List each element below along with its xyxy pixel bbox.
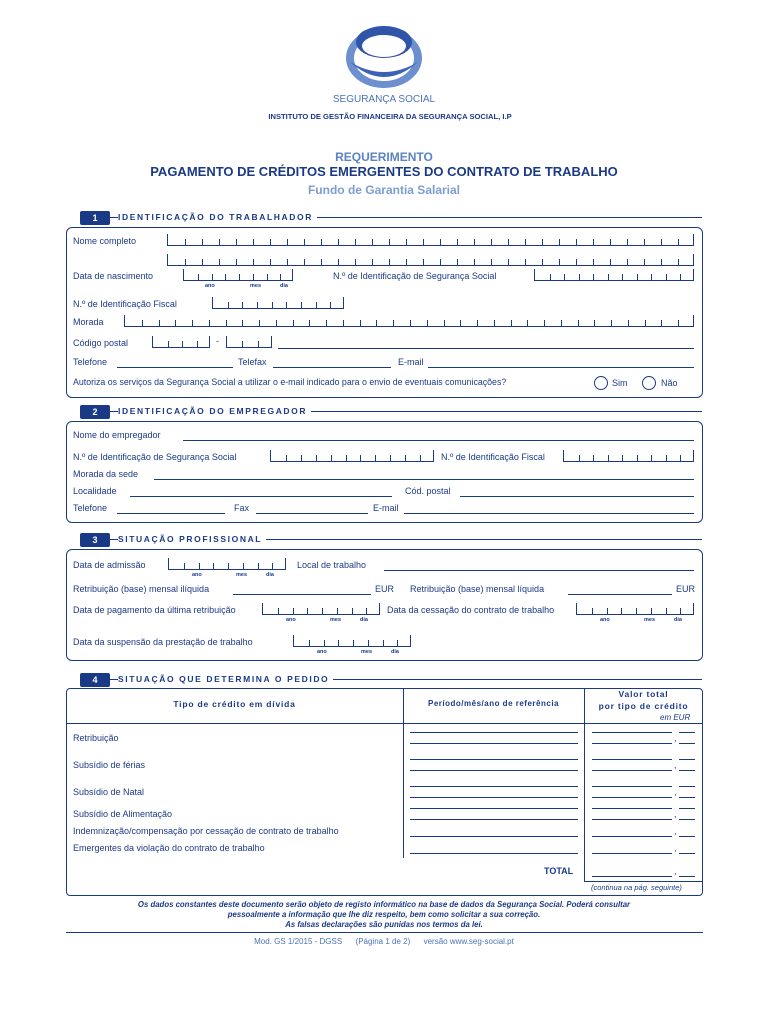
telefax-field[interactable] (273, 367, 391, 368)
valor-integer-field[interactable] (592, 836, 672, 837)
niss-label: N.º de Identificação de Segurança Social (333, 271, 497, 281)
date-dia: dia (280, 283, 288, 289)
valor-integer-upper[interactable] (592, 808, 672, 809)
date-ano: ano (600, 617, 610, 623)
empregador-niss-label: N.º de Identificação de Segurança Social (73, 452, 237, 462)
date-mes: mes (250, 283, 262, 289)
section-title: SITUAÇÃO PROFISSIONAL (118, 534, 266, 544)
postal-separator: - (216, 336, 219, 346)
periodo-field[interactable] (410, 770, 578, 771)
date-dia: dia (360, 617, 368, 623)
periodo-field[interactable] (410, 819, 578, 820)
suspensao-label: Data da suspensão da prestação de trabalho (73, 637, 253, 647)
valor-integer-field[interactable] (592, 819, 672, 820)
empregador-nif-label: N.º de Identificação Fiscal (441, 452, 545, 462)
telefone-label: Telefone (73, 357, 108, 367)
postal-field-1[interactable] (152, 336, 210, 348)
valor-integer-field[interactable] (592, 770, 672, 771)
cessacao-field[interactable] (576, 603, 694, 615)
local-label: Local de trabalho (297, 560, 367, 570)
valor-comma: , (674, 787, 677, 797)
nao-radio[interactable] (642, 376, 656, 390)
email-field[interactable] (428, 367, 694, 368)
morada-label: Morada (73, 317, 104, 327)
periodo-field-upper[interactable] (410, 808, 578, 809)
empregador-morada-field[interactable] (154, 479, 694, 480)
section-number: 2 (80, 405, 110, 419)
footer-note-2: pessoalmente a informação que lhe diz respeito, bem como solicitar a sua correção. (227, 910, 541, 919)
valor-integer-upper[interactable] (592, 759, 672, 760)
empregador-nif-field[interactable] (563, 450, 694, 462)
empregador-postal-label: Cód. postal (405, 486, 451, 496)
niss-field[interactable] (534, 269, 694, 281)
pagamento-field[interactable] (262, 603, 380, 615)
section-title: IDENTIFICAÇÃO DO TRABALHADOR (118, 212, 317, 222)
institute-name: INSTITUTO DE GESTÃO FINANCEIRA DA SEGURANÇA SOCIAL, I.P (268, 112, 512, 121)
valor-comma: , (674, 843, 677, 853)
ret-liquida-field[interactable] (568, 594, 672, 595)
section-number: 1 (80, 211, 110, 225)
ret-liquida-label: Retribuição (base) mensal líquida (410, 584, 545, 594)
empregador-nome-label: Nome do empregador (73, 430, 161, 440)
section-1-header (80, 211, 702, 225)
empregador-nome-field[interactable] (183, 440, 694, 441)
empregador-fax-field[interactable] (256, 513, 368, 514)
valor-integer-upper[interactable] (592, 786, 672, 787)
email-label: E-mail (398, 357, 424, 367)
nome-field-2[interactable] (167, 254, 694, 266)
admissao-field[interactable] (168, 558, 286, 570)
date-ano: ano (192, 572, 202, 578)
date-ano: ano (286, 617, 296, 623)
valor-integer-field[interactable] (592, 853, 672, 854)
eur-label-2: EUR (676, 584, 696, 594)
date-dia: dia (674, 617, 682, 623)
periodo-field[interactable] (410, 853, 578, 854)
periodo-field-upper[interactable] (410, 759, 578, 760)
nascimento-label: Data de nascimento (73, 271, 154, 281)
nome-field-1[interactable] (167, 234, 694, 246)
valor-decimal-field[interactable] (679, 743, 695, 744)
local-field[interactable] (384, 570, 694, 571)
valor-integer-upper[interactable] (592, 732, 672, 733)
valor-decimal-upper[interactable] (679, 808, 695, 809)
date-ano: ano (205, 283, 215, 289)
valor-integer-field[interactable] (592, 743, 672, 744)
sim-label: Sim (612, 378, 628, 388)
table-header-divider (66, 723, 703, 724)
site-link[interactable]: versão www.seg-social.pt (423, 937, 514, 946)
col-tipo-credito: Tipo de crédito em dívida (173, 699, 296, 709)
footer-note-3: As falsas declarações são punidas nos termos da lei. (285, 920, 483, 929)
footer-note-1: Os dados constantes deste documento serão objeto de registo informático na base de dados da Segurança Social. Poderá consultar (137, 900, 631, 909)
total-label: TOTAL (544, 866, 574, 876)
localidade-label: Localidade (73, 486, 117, 496)
periodo-field[interactable] (410, 836, 578, 837)
footer-rule (66, 932, 703, 933)
valor-decimal-field[interactable] (679, 770, 695, 771)
valor-decimal-field[interactable] (679, 836, 695, 837)
empregador-niss-field[interactable] (270, 450, 434, 462)
nif-field[interactable] (212, 297, 344, 309)
valor-decimal-upper[interactable] (679, 732, 695, 733)
valor-integer-field[interactable] (592, 797, 672, 798)
admissao-label: Data de admissão (73, 560, 146, 570)
valor-comma: , (674, 760, 677, 770)
section-4-box (66, 688, 703, 896)
sim-radio[interactable] (594, 376, 608, 390)
date-dia: dia (391, 649, 399, 655)
col-em-eur: em EUR (660, 713, 691, 722)
empregador-email-field[interactable] (404, 513, 694, 514)
section-title: SITUAÇÃO QUE DETERMINA O PEDIDO (118, 674, 333, 684)
empregador-morada-label: Morada da sede (73, 469, 139, 479)
nome-label: Nome completo (73, 236, 137, 246)
valor-decimal-field[interactable] (679, 853, 695, 854)
telefone-field[interactable] (117, 367, 233, 368)
date-ano: ano (317, 649, 327, 655)
empregador-telefone-label: Telefone (73, 503, 108, 513)
date-dia: dia (266, 572, 274, 578)
form-subtitle: Fundo de Garantia Salarial (307, 183, 461, 197)
telefax-label: Telefax (238, 357, 267, 367)
total-integer-field[interactable] (592, 876, 672, 877)
valor-decimal-field[interactable] (679, 797, 695, 798)
brand-name: SEGURANÇA SOCIAL (332, 94, 436, 105)
postal-localidade-line[interactable] (278, 348, 694, 349)
valor-comma: , (674, 809, 677, 819)
periodo-field-upper[interactable] (410, 786, 578, 787)
periodo-field-upper[interactable] (410, 732, 578, 733)
credit-row-label: Subsídio de Natal (73, 787, 145, 797)
valor-decimal-field[interactable] (679, 819, 695, 820)
footer-mod (0, 937, 768, 946)
nao-label: Não (661, 378, 678, 388)
col-por-tipo: por tipo de crédito (598, 701, 689, 711)
date-mes: mes (236, 572, 248, 578)
credit-row-label: Indemnização/compensação por cessação de contrato de trabalho (73, 826, 339, 836)
total-comma: , (674, 866, 677, 876)
suspensao-field[interactable] (293, 635, 411, 647)
valor-comma: , (674, 733, 677, 743)
section-3-header (80, 533, 702, 547)
credit-row-label: Emergentes da violação do contrato de trabalho (73, 843, 265, 853)
date-mes: mes (330, 617, 342, 623)
localidade-field[interactable] (130, 496, 392, 497)
total-divider (584, 881, 703, 882)
valor-decimal-upper[interactable] (679, 786, 695, 787)
section-1-box (66, 227, 703, 398)
mod-code: Mod. GS 1/2015 - DGSS (254, 937, 343, 946)
credit-row-label: Retribuição (73, 733, 119, 743)
empregador-fax-label: Fax (234, 503, 250, 513)
ret-iliquida-field[interactable] (233, 594, 371, 595)
page-number: (Página 1 de 2) (355, 937, 411, 946)
table-col-divider-1 (403, 688, 404, 858)
credit-row-label: Subsídio de Alimentação (73, 809, 173, 819)
section-2-header (80, 405, 702, 419)
postal-label: Código postal (73, 338, 129, 348)
empregador-telefone-field[interactable] (117, 513, 225, 514)
form-kind: REQUERIMENTO (335, 150, 433, 164)
cessacao-label: Data da cessação do contrato de trabalho (387, 605, 555, 615)
section-number: 4 (80, 673, 110, 687)
nascimento-field[interactable] (183, 269, 293, 281)
form-title: PAGAMENTO DE CRÉDITOS EMERGENTES DO CONTRATO DE TRABALHO (150, 164, 618, 179)
section-4-header (80, 673, 702, 687)
valor-decimal-upper[interactable] (679, 759, 695, 760)
eur-label-1: EUR (375, 584, 395, 594)
date-mes: mes (644, 617, 656, 623)
col-periodo: Período/mês/ano de referência (428, 699, 559, 708)
nif-label: N.º de Identificação Fiscal (73, 299, 177, 309)
postal-field-2[interactable] (226, 336, 272, 348)
credit-row-label: Subsídio de férias (73, 760, 146, 770)
section-number: 3 (80, 533, 110, 547)
periodo-field[interactable] (410, 743, 578, 744)
pagamento-label: Data de pagamento da última retribuição (73, 605, 236, 615)
periodo-field[interactable] (410, 797, 578, 798)
date-mes: mes (361, 649, 373, 655)
table-col-divider-2 (584, 688, 585, 881)
autoriza-label: Autoriza os serviços da Segurança Social a utilizar o e-mail indicado para o envio de eventuais comunicações? (73, 377, 507, 387)
continua-note: (continua na pág. seguinte) (591, 883, 682, 892)
empregador-postal-field[interactable] (460, 496, 694, 497)
col-valor-total: Valor total (618, 689, 669, 699)
total-decimal-field[interactable] (679, 876, 695, 877)
ret-iliquida-label: Retribuição (base) mensal ilíquida (73, 584, 210, 594)
empregador-email-label: E-mail (373, 503, 399, 513)
valor-comma: , (674, 826, 677, 836)
section-title: IDENTIFICAÇÃO DO EMPREGADOR (118, 406, 311, 416)
seguranca-social-logo (340, 22, 428, 92)
morada-field[interactable] (124, 315, 694, 327)
